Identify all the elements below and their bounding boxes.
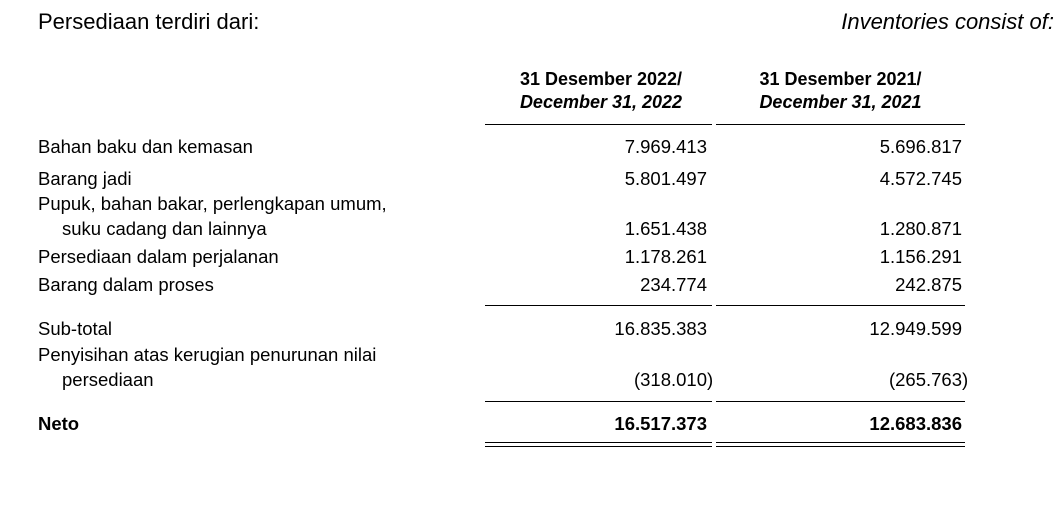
row-label-finished-goods: Barang jadi xyxy=(38,168,132,189)
value-2021-subtotal: 12.949.599 xyxy=(869,318,962,339)
row-label-allowance-line1: Penyisihan atas kerugian penurunan nilai xyxy=(38,344,377,365)
value-2021-allowance xyxy=(888,369,969,391)
subtotal-rule-2021 xyxy=(716,305,965,306)
title-english: Inventories consist of: xyxy=(841,9,1054,34)
value-2021-work-in-process: 242.875 xyxy=(895,274,962,295)
header-rule-2022 xyxy=(485,124,712,125)
row-label-fertilizer-line2: suku cadang dan lainnya xyxy=(62,218,267,239)
value-2021-in-transit: 1.156.291 xyxy=(879,246,962,267)
row-label-allowance-line2: persediaan xyxy=(62,369,154,390)
row-label-subtotal: Sub-total xyxy=(38,318,113,339)
value-2022-fertilizer: 1.651.438 xyxy=(624,218,707,239)
value-2022-allowance-close: ) xyxy=(707,369,714,390)
column-header-2022-en: December 31, 2022 xyxy=(519,92,683,112)
value-2022-work-in-process: 234.774 xyxy=(640,274,707,295)
column-header-2022 xyxy=(485,68,717,114)
row-label-in-transit: Persediaan dalam perjalanan xyxy=(38,246,279,267)
value-2021-allowance-close: ) xyxy=(962,369,969,390)
column-header-2021-id: 31 Desember 2021/ xyxy=(759,69,922,89)
value-2022-net: 16.517.373 xyxy=(614,413,707,434)
net-rule-2021 xyxy=(716,401,965,402)
title-indonesian: Persediaan terdiri dari: xyxy=(38,9,260,34)
value-2022-allowance xyxy=(633,369,714,391)
column-header-2021 xyxy=(716,68,965,114)
value-2022-finished-goods: 5.801.497 xyxy=(624,168,707,189)
row-label-raw-materials: Bahan baku dan kemasan xyxy=(38,136,253,157)
value-2022-raw-materials: 7.969.413 xyxy=(624,136,707,157)
total-double-rule-2021 xyxy=(716,442,965,447)
row-label-fertilizer-line1: Pupuk, bahan bakar, perlengkapan umum, xyxy=(38,193,387,214)
value-2021-net: 12.683.836 xyxy=(869,413,962,434)
header-rule-2021 xyxy=(716,124,965,125)
value-2021-raw-materials: 5.696.817 xyxy=(879,136,962,157)
value-2022-subtotal: 16.835.383 xyxy=(614,318,707,339)
net-rule-2022 xyxy=(485,401,712,402)
total-double-rule-2022 xyxy=(485,442,712,447)
value-2022-in-transit: 1.178.261 xyxy=(624,246,707,267)
subtotal-rule-2022 xyxy=(485,305,712,306)
row-label-work-in-process: Barang dalam proses xyxy=(38,274,214,295)
value-2021-finished-goods: 4.572.745 xyxy=(879,168,962,189)
column-header-2021-en: December 31, 2021 xyxy=(759,92,922,112)
value-2022-allowance-number: (318.010 xyxy=(633,369,707,390)
column-header-2022-id: 31 Desember 2022/ xyxy=(519,69,683,89)
value-2021-allowance-number: (265.763 xyxy=(888,369,962,390)
row-label-net: Neto xyxy=(38,413,80,434)
value-2021-fertilizer: 1.280.871 xyxy=(879,218,962,239)
